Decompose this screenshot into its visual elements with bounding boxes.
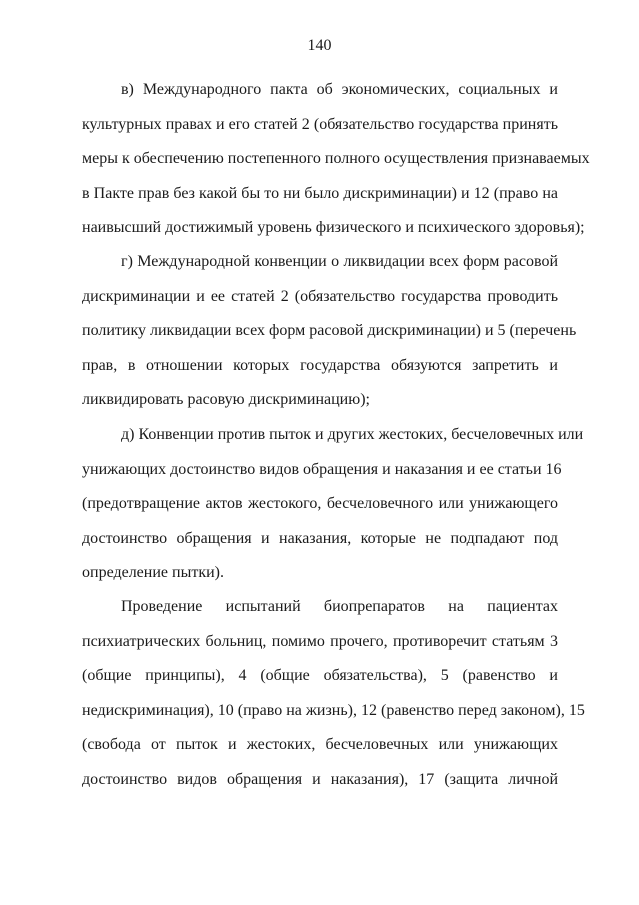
- text-line: определение пытки).: [82, 564, 224, 582]
- text-line: д) Конвенции против пыток и других жестоких, бесчеловечных или: [121, 426, 584, 443]
- paragraph-g: [82, 245, 577, 418]
- text-line: в Пакте прав без какой бы то ни было дискриминации) и 12 (право на: [82, 184, 558, 202]
- text-line: достоинство видов обращения и наказания), 17 (защита личной: [82, 770, 558, 788]
- text-line: в) Международного пакта об экономических, социальных и: [121, 81, 558, 98]
- text-line: г) Международной конвенции о ликвидации всех форм расовой: [121, 253, 558, 270]
- text-line: ликвидировать расовую дискриминацию);: [82, 391, 370, 409]
- text-line: унижающих достоинство видов обращения и наказания и ее статьи 16: [82, 460, 562, 478]
- text-line: недискриминация), 10 (право на жизнь), 12 (равенство перед законом), 15: [82, 701, 585, 719]
- text-line: прав, в отношении которых государства обязуются запретить и: [82, 356, 558, 374]
- page-number: 140: [307, 37, 332, 54]
- text-line: (свобода от пыток и жестоких, бесчеловечных или унижающих: [82, 736, 558, 754]
- text-line: культурных правах и его статей 2 (обязательство государства принять: [82, 115, 558, 133]
- paragraph-v: [82, 73, 590, 246]
- text-line: политику ликвидации всех форм расовой дискриминации) и 5 (перечень: [82, 322, 577, 340]
- text-line: Проведение испытаний биопрепаратов на пациентах: [121, 598, 558, 615]
- text-line: наивысший достижимый уровень физического и психического здоровья);: [82, 219, 585, 237]
- text-line: (общие принципы), 4 (общие обязательства), 5 (равенство и: [82, 667, 558, 685]
- text-line: достоинство обращения и наказания, которые не подпадают под: [82, 529, 558, 547]
- paragraph-main: [82, 590, 585, 798]
- paragraph-d: [82, 418, 584, 591]
- text-line: меры к обеспечению постепенного полного осуществления признаваемых: [82, 150, 590, 168]
- text-line: дискриминации и ее статей 2 (обязательство государства проводить: [82, 287, 558, 305]
- text-line: (предотвращение актов жестокого, бесчеловечного или унижающего: [82, 495, 558, 513]
- text-line: психиатрических больниц, помимо прочего, противоречит статьям 3: [82, 632, 558, 650]
